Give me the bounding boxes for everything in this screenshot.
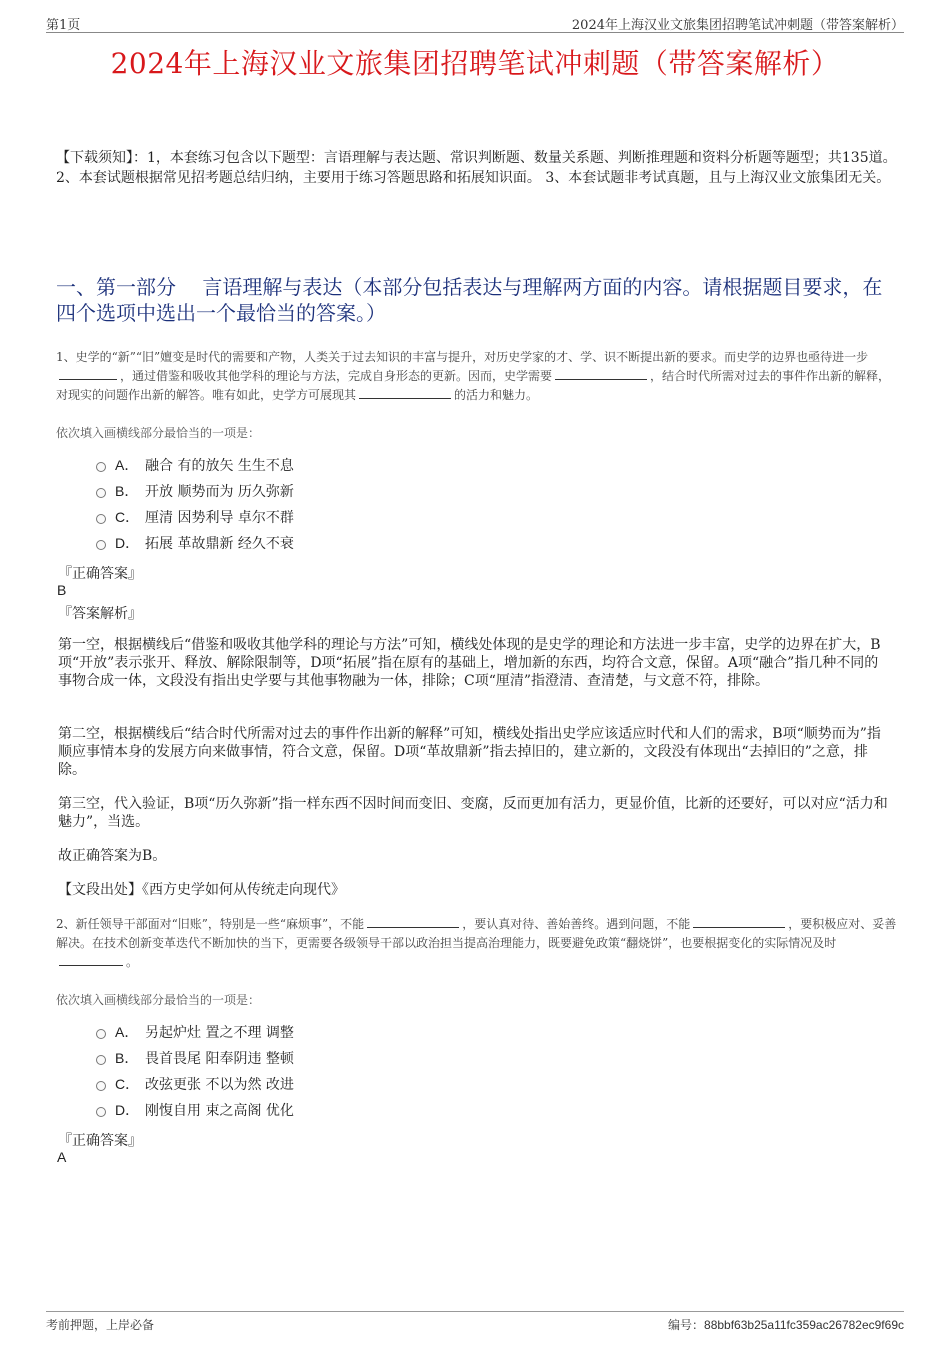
section-heading: 一、第一部分 言语理解与表达（本部分包括表达与理解两方面的内容。请根据题目要求，在四个选项中选出一个最恰当的答案。） bbox=[56, 275, 883, 325]
option-text: 厘清 因势利导 卓尔不群 bbox=[145, 510, 294, 526]
correct-answer: A bbox=[57, 1149, 67, 1165]
question-2-text-part-4: 。 bbox=[126, 955, 139, 969]
option-letter: D． bbox=[115, 1102, 140, 1118]
question-1-prompt: 依次填入画横线部分最恰当的一项是： bbox=[56, 426, 261, 440]
option-a[interactable] bbox=[96, 1019, 294, 1045]
running-title: 2024年上海汉业文旅集团招聘笔试冲刺题（带答案解析） bbox=[571, 18, 904, 33]
download-notice: 【下载须知】：1，本套练习包含以下题型：言语理解与表达题、常识判断题、数量关系题、判断推理题和资料分析题等题型；共135道。 2、本套试题根据常见招考题总结归纳，主要用于练习答题思路和拓展知识面。 3、本套试题非考试真题，且与上海汉业文旅集团无关。 bbox=[56, 150, 897, 186]
option-text: 刚愎自用 束之高阁 优化 bbox=[145, 1103, 294, 1119]
correct-answer-label: 『正确答案』 bbox=[58, 1133, 142, 1149]
question-2-stem bbox=[56, 915, 898, 972]
option-letter: D． bbox=[115, 535, 140, 551]
question-1-text-part-1: 1、史学的“新”“旧”嬗变是时代的需要和产物，人类关于过去知识的丰富与提升，对历史学家的才、学、识不断提出新的要求。而史学的边界也亟待进一步 bbox=[56, 350, 869, 364]
fill-blank bbox=[359, 386, 451, 399]
option-c[interactable] bbox=[96, 504, 294, 530]
option-b[interactable] bbox=[96, 478, 294, 504]
code-label: 编号： bbox=[668, 1318, 705, 1332]
question-1-stem bbox=[56, 348, 898, 405]
radio-icon[interactable] bbox=[96, 514, 106, 524]
analysis-paragraph: 第二空，根据横线后“结合时代所需对过去的事件作出新的解释”可知，横线处指出史学应该适应时代和人们的需求，B项“顺势而为”指顺应事情本身的发展方向来做事情，符合文意，保留。D项“革故鼎新”指去掉旧的，建立新的，文段没有体现出“去掉旧的”之意，排除。 bbox=[58, 726, 881, 778]
option-b[interactable] bbox=[96, 1045, 294, 1071]
analysis-paragraph: 第一空，根据横线后“借鉴和吸收其他学科的理论与方法”可知，横线处体现的是史学的理论和方法进一步丰富，史学的边界在扩大，B项“开放”表示张开、释放、解除限制等，D项“拓展”指在原有的基础上，增加新的东西，均符合文意，保留。A项“融合”指几种不同的事物合成一体，文段没有指出史学要与其他事物融为一体，排除；C项“厘清”指澄清、查清楚，与文意不符，排除。 bbox=[58, 637, 881, 689]
option-letter: B． bbox=[115, 1050, 139, 1066]
fill-blank bbox=[693, 915, 785, 928]
question-2-text-part-2: ，要认真对待、善始善终。遇到问题，不能 bbox=[462, 917, 691, 931]
correct-answer-label: 『正确答案』 bbox=[58, 566, 142, 582]
fill-blank bbox=[555, 367, 647, 380]
option-letter: A． bbox=[115, 1024, 139, 1040]
question-2-text-part-3: ，要积极应对、妥善解决。在技术创新变革迭代不断加快的当下，更需要各级领导干部以政治担当提高治理能力，既要避免政策“翻烧饼”，也要根据变化的实际情况及时 bbox=[56, 917, 897, 950]
question-1-text-part-3: ，结合时代所需对过去的事件作出新的解释，对现实的问题作出新的解答。唯有如此，史学方可展现其 bbox=[56, 369, 891, 402]
option-c[interactable] bbox=[96, 1071, 294, 1097]
footer-divider bbox=[46, 1311, 904, 1312]
radio-icon[interactable] bbox=[96, 1055, 106, 1065]
document-code bbox=[668, 1316, 904, 1333]
analysis-conclusion: 故正确答案为B。 bbox=[58, 848, 167, 864]
fill-blank bbox=[59, 953, 123, 966]
correct-answer: B bbox=[57, 582, 67, 598]
document-title: 2024年上海汉业文旅集团招聘笔试冲刺题（带答案解析） bbox=[110, 47, 840, 80]
option-text: 改弦更张 不以为然 改进 bbox=[145, 1077, 294, 1093]
option-letter: A． bbox=[115, 457, 139, 473]
radio-icon[interactable] bbox=[96, 540, 106, 550]
option-letter: C． bbox=[115, 1076, 140, 1092]
fill-blank bbox=[59, 367, 117, 380]
footer-slogan: 考前押题，上岸必备 bbox=[46, 1318, 155, 1332]
option-letter: B． bbox=[115, 483, 139, 499]
radio-icon[interactable] bbox=[96, 1029, 106, 1039]
question-1-options bbox=[96, 452, 294, 556]
fill-blank bbox=[367, 915, 459, 928]
option-d[interactable] bbox=[96, 1097, 294, 1123]
question-2-text-part-1: 2、新任领导干部面对“旧账”，特别是一些“麻烦事”，不能 bbox=[56, 917, 365, 931]
page-number: 第1页 bbox=[46, 18, 81, 33]
option-letter: C． bbox=[115, 509, 140, 525]
question-1-text-part-4: 的活力和魅力。 bbox=[454, 388, 539, 402]
analysis-paragraph: 第三空，代入验证，B项“历久弥新”指一样东西不因时间而变旧、变腐，反而更加有活力，更显价值，比新的还要好，可以对应“活力和魅力”，当选。 bbox=[58, 796, 888, 830]
option-text: 拓展 革故鼎新 经久不衰 bbox=[145, 536, 294, 552]
option-text: 畏首畏尾 阳奉阴违 整顿 bbox=[145, 1051, 294, 1067]
option-text: 融合 有的放矢 生生不息 bbox=[145, 458, 294, 474]
question-2-prompt: 依次填入画横线部分最恰当的一项是： bbox=[56, 993, 261, 1007]
analysis-label: 『答案解析』 bbox=[58, 606, 142, 622]
code-value: 88bbf63b25a11fc359ac26782ec9f69c bbox=[704, 1318, 904, 1332]
option-a[interactable] bbox=[96, 452, 294, 478]
option-text: 另起炉灶 置之不理 调整 bbox=[145, 1025, 294, 1041]
question-1-text-part-2: ，通过借鉴和吸收其他学科的理论与方法，完成自身形态的更新。因而，史学需要 bbox=[120, 369, 553, 383]
header-divider bbox=[46, 32, 904, 33]
option-text: 开放 顺势而为 历久弥新 bbox=[145, 484, 294, 500]
radio-icon[interactable] bbox=[96, 462, 106, 472]
option-d[interactable] bbox=[96, 530, 294, 556]
radio-icon[interactable] bbox=[96, 1081, 106, 1091]
text-source: 【文段出处】《西方史学如何从传统走向现代》 bbox=[58, 882, 345, 898]
radio-icon[interactable] bbox=[96, 1107, 106, 1117]
question-2-options bbox=[96, 1019, 294, 1123]
radio-icon[interactable] bbox=[96, 488, 106, 498]
